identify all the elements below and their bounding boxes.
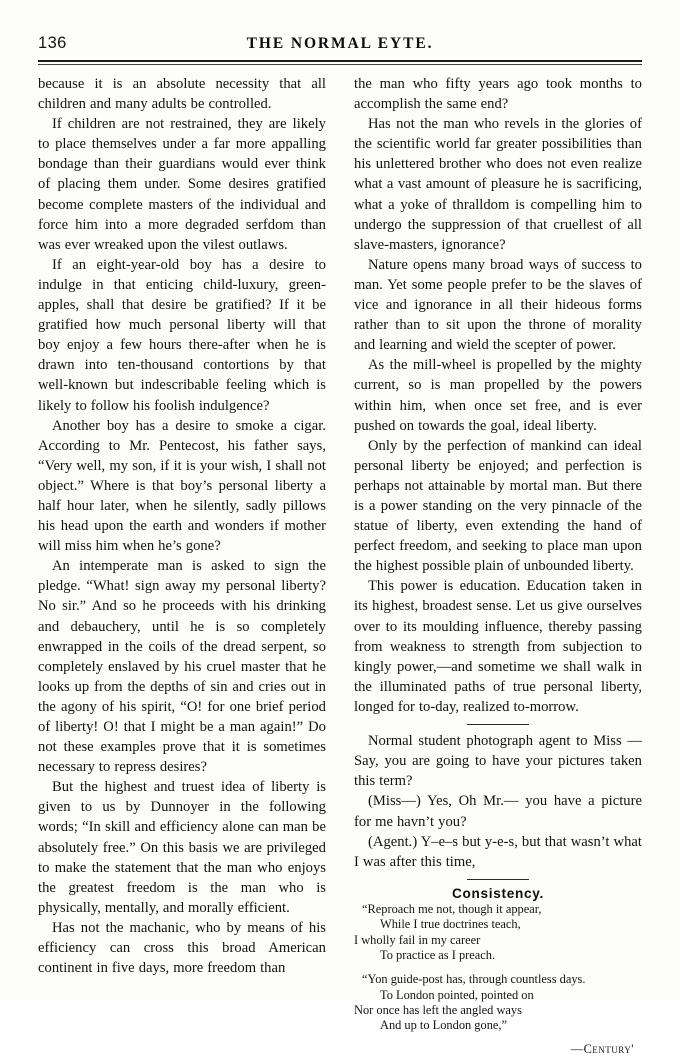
paragraph: because it is an absolute necessity that all children and many adults be controlled. bbox=[38, 76, 326, 113]
paragraph: If an eight-year-old boy has a desire to indulge in that enticing child-luxury, green-apples, shall that desire be gratified? If it be gratified how much personal liberty will that boy enjoy a few hours there-after when he is drawn into ten-thousand contortions by that well-known but indescribable feeling which is likely to follow his foolish indulgence? bbox=[38, 256, 326, 414]
paragraph: This power is education. Education taken in its highest, broadest sense. Let us give ourselves over to its moulding influence, thereby passing from weakness to strength from subjection to kingly power,—and sometime we shall walk in the illuminated paths of true personal liberty, longed for to-day, realized to-morrow. bbox=[354, 578, 642, 715]
section-divider bbox=[467, 724, 529, 725]
paragraph: the man who fifty years ago took months to accomplish the same end? bbox=[354, 76, 642, 113]
dialogue-line: (Miss—) Yes, Oh Mr.— you have a picture for me havn’t you? bbox=[354, 793, 642, 830]
header-rule-thin bbox=[38, 64, 642, 65]
verse-line: I wholly fail in my career bbox=[354, 932, 481, 947]
paragraph: Another boy has a desire to smoke a cigar. According to Mr. Pentecost, his father says, “Very well, my son, if it is your wish, I shall not object.” Where is that boy’s personal liberty a half hour later, when he silently, sadly pillows his head upon the earth and wonders if mother will miss him when he’s gone? bbox=[38, 417, 326, 555]
poem-divider bbox=[467, 879, 529, 880]
right-column bbox=[354, 74, 642, 1057]
verse-line: To practice as I preach. bbox=[380, 947, 496, 962]
paragraph: Only by the perfection of mankind can ideal personal liberty be enjoyed; and perfection is perhaps not attainable by mortal man. But there is a power standing on the very pinnacle of the statue of liberty, even extending the hand of perfect freedom, and seeking to place man upon the highest possible plain of unbounded liberty. bbox=[354, 437, 642, 575]
verse-line: “Yon guide-post has, through countless days. bbox=[362, 972, 586, 987]
dialogue-line: (Agent.) Y–e–s but y-e-s, but that wasn’t what I was after this time, bbox=[354, 833, 642, 870]
poem-attribution: —Century' bbox=[570, 1042, 634, 1057]
header-rule-thick bbox=[38, 60, 642, 62]
running-head bbox=[38, 34, 642, 60]
paragraph: As the mill-wheel is propelled by the mighty current, so is man propelled by the powers within him, when once set free, and is ever pushed on towards the goal, ideal liberty. bbox=[354, 357, 642, 434]
verse-line: And up to London gone,” bbox=[380, 1018, 507, 1033]
body-columns bbox=[38, 74, 642, 1057]
left-column bbox=[38, 74, 326, 978]
poem-title: Consistency. bbox=[452, 886, 544, 902]
paragraph: An intemperate man is asked to sign the pledge. “What! sign away my personal liberty? No sir.” And so he proceeds with his drinking and debauchery, until he is so completely enwrapped in the coils of the dread serpent, so completely enslaved by his cruel master that he looks up from the depths of sin and cries out in the agony of his spirit, “O! for one brief period of liberty! O! that I might be a man again!” Do not these examples prove that it is sometimes necessary to repress desires? bbox=[38, 558, 326, 776]
poem-stanza bbox=[354, 902, 642, 963]
paragraph: If children are not restrained, they are likely to place themselves under a far more appalling bondage than their guardians would ever think of placing them under. Some desires gratified become complete masters of the individual and force him into a more degraded serfdom than was ever wreaked upon the vilest outlaws. bbox=[38, 116, 326, 253]
paragraph: Has not the machanic, who by means of his efficiency can cross this broad American continent in five days, more freedom than bbox=[38, 919, 326, 977]
paragraph: But the highest and truest idea of liberty is given to us by Dunnoyer in the following words; “In skill and efficiency alone can man be absolutely free.” On this basis we are privileged to make the statement that the man who enjoys the greatest freedom is the man who is physically, mentally, and morally efficient. bbox=[38, 779, 326, 916]
journal-title: THE NORMAL EYTE. bbox=[246, 35, 434, 52]
verse-line: Nor once has left the angled ways bbox=[354, 1002, 522, 1017]
paragraph: Has not the man who revels in the glories of the scientific world far greater possibilities than his unlettered brother who does not even realize what a vast amount of pleasure he is sacrificing, what a yoke of thralldom is compelling him to undergo the suppression of that cruellest of all slave-masters, ignorance? bbox=[354, 116, 642, 253]
dialogue-line: Normal student photograph agent to Miss —Say, you are going to have your pictures taken this term? bbox=[354, 733, 642, 790]
verse-line: While I true doctrines teach, bbox=[380, 917, 521, 932]
verse-line: “Reproach me not, though it appear, bbox=[362, 902, 542, 917]
poem-stanza bbox=[354, 972, 642, 1033]
page-number: 136 bbox=[38, 34, 67, 52]
verse-line: To London pointed, pointed on bbox=[380, 987, 534, 1002]
paragraph: Nature opens many broad ways of success to man. Yet some people prefer to be the slaves of vice and ignorance in all their hideous forms rather than to sit upon the throne of morality and learning and wield the scepter of power. bbox=[354, 256, 642, 354]
